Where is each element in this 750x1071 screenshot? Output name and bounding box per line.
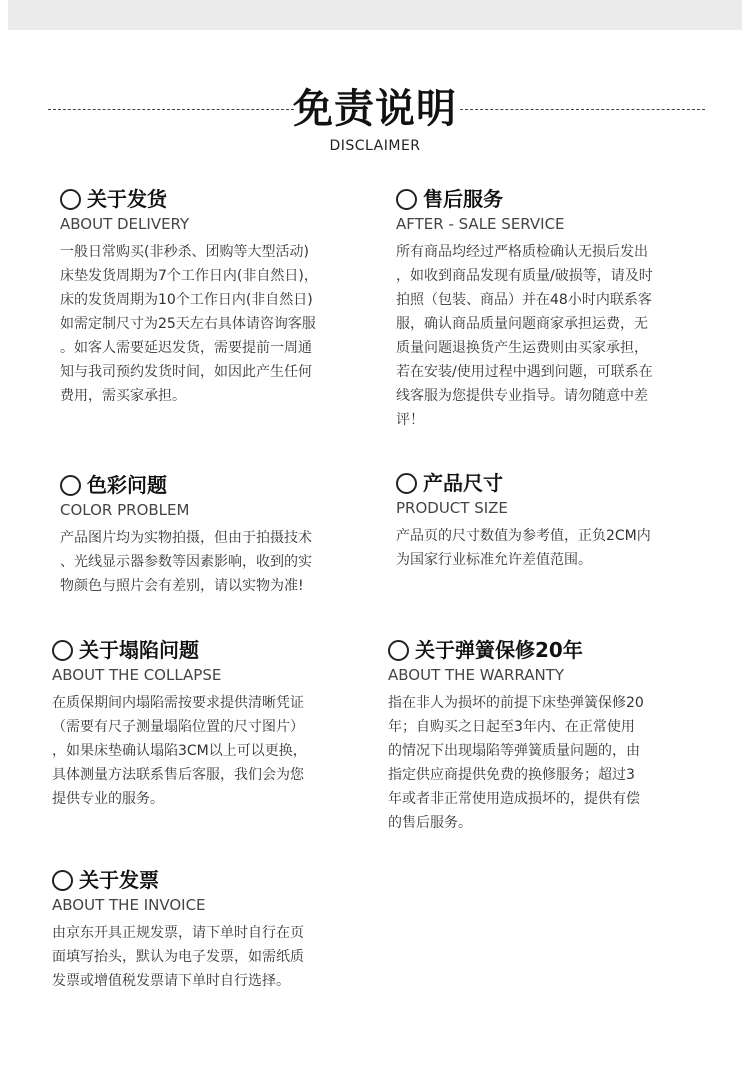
disclaimer-header xyxy=(0,86,750,166)
section-invoice xyxy=(52,867,370,993)
section-title: 关于弹簧保修20年 xyxy=(415,638,583,662)
section-heading xyxy=(60,186,378,212)
body-line: 若在安装/使用过程中遇到问题，可联系在 xyxy=(396,364,653,380)
circle-bullet-icon xyxy=(396,189,417,210)
section-body xyxy=(388,691,706,835)
body-line: 由京东开具正规发票，请下单时自行在页 xyxy=(52,925,304,941)
body-line: 年或者非正常使用造成损坏的，提供有偿 xyxy=(388,791,640,807)
section-body xyxy=(60,526,378,598)
section-title: 产品尺寸 xyxy=(423,471,503,495)
section-warranty xyxy=(388,637,706,835)
body-line: 的情况下出现塌陷等弹簧质量问题的，由 xyxy=(388,743,640,759)
body-line: 指在非人为损坏的前提下床垫弹簧保修20 xyxy=(388,695,644,711)
section-body xyxy=(396,524,714,572)
section-body xyxy=(52,691,370,811)
section-title: 关于发票 xyxy=(79,868,159,892)
section-after-sale xyxy=(396,186,714,432)
circle-bullet-icon xyxy=(60,475,81,496)
body-line: 物颜色与照片会有差别，请以实物为准! xyxy=(60,578,304,594)
body-line: 服，确认商品质量问题商家承担运费，无 xyxy=(396,316,648,332)
section-color xyxy=(60,472,378,598)
body-line: 费用，需买家承担。 xyxy=(60,388,186,404)
body-line: 拍照（包装、商品）并在48小时内联系客 xyxy=(396,292,652,308)
section-title: 关于塌陷问题 xyxy=(79,638,199,662)
body-line: 面填写抬头，默认为电子发票，如需纸质 xyxy=(52,949,304,965)
section-subtitle: COLOR PROBLEM xyxy=(60,501,190,519)
body-line: 年；自购买之日起至3年内、在正常使用 xyxy=(388,719,635,735)
circle-bullet-icon xyxy=(60,189,81,210)
section-collapse xyxy=(52,637,370,811)
section-body xyxy=(52,921,370,993)
body-line: 知与我司预约发货时间，如因此产生任何 xyxy=(60,364,312,380)
body-line: 为国家行业标准允许差值范围。 xyxy=(396,552,592,568)
body-line: 床垫发货周期为7个工作日内(非自然日)， xyxy=(60,268,318,284)
body-line: 发票或增值税发票请下单时自行选择。 xyxy=(52,973,290,989)
body-line: 的售后服务。 xyxy=(388,815,472,831)
body-line: ，如收到商品发现有质量/破损等，请及时 xyxy=(396,268,653,284)
section-subtitle: AFTER - SALE SERVICE xyxy=(396,215,565,233)
body-line: 。如客人需要延迟发货，需要提前一周通 xyxy=(60,340,312,356)
section-body xyxy=(396,240,714,432)
body-line: 在质保期间内塌陷需按要求提供清晰凭证 xyxy=(52,695,304,711)
body-line: 线客服为您提供专业指导。请勿随意中差 xyxy=(396,388,648,404)
section-subtitle: ABOUT THE COLLAPSE xyxy=(52,666,222,684)
body-line: 、光线显示器参数等因素影响，收到的实 xyxy=(60,554,312,570)
body-line: 产品图片均为实物拍摄，但由于拍摄技术 xyxy=(60,530,312,546)
circle-bullet-icon xyxy=(396,473,417,494)
body-line: 评！ xyxy=(396,412,424,428)
section-size xyxy=(396,470,714,572)
section-subtitle: ABOUT DELIVERY xyxy=(60,215,190,233)
body-line: 如需定制尺寸为25天左右具体请咨询客服 xyxy=(60,316,316,332)
section-heading xyxy=(396,186,714,212)
section-heading xyxy=(388,637,706,663)
section-title: 售后服务 xyxy=(423,187,503,211)
section-heading xyxy=(60,472,378,498)
body-line: 床的发货周期为10个工作日内(非自然日) xyxy=(60,292,313,308)
section-body xyxy=(60,240,378,408)
section-delivery xyxy=(60,186,378,408)
body-line: ，如果床垫确认塌陷3CM以上可以更换， xyxy=(52,743,307,759)
body-line: 指定供应商提供免费的换修服务；超过3 xyxy=(388,767,635,783)
body-line: 质量问题退换货产生运费则由买家承担， xyxy=(396,340,648,356)
body-line: （需要有尺子测量塌陷位置的尺寸图片） xyxy=(52,719,304,735)
section-subtitle: ABOUT THE WARRANTY xyxy=(388,666,565,684)
body-line: 所有商品均经过严格质检确认无损后发出 xyxy=(396,244,648,260)
circle-bullet-icon xyxy=(52,640,73,661)
body-line: 具体测量方法联系售后客服，我们会为您 xyxy=(52,767,304,783)
circle-bullet-icon xyxy=(388,640,409,661)
body-line: 提供专业的服务。 xyxy=(52,791,164,807)
section-title: 色彩问题 xyxy=(87,473,167,497)
page-subtitle: DISCLAIMER xyxy=(329,138,421,154)
section-heading xyxy=(396,470,714,496)
section-subtitle: PRODUCT SIZE xyxy=(396,499,508,517)
circle-bullet-icon xyxy=(52,870,73,891)
section-subtitle: ABOUT THE INVOICE xyxy=(52,896,206,914)
body-line: 产品页的尺寸数值为参考值，正负2CM内 xyxy=(396,528,651,544)
body-line: 一般日常购买(非秒杀、团购等大型活动) xyxy=(60,244,309,260)
section-heading xyxy=(52,867,370,893)
page-title: 免责说明 xyxy=(293,86,457,132)
top-band xyxy=(8,0,742,30)
section-heading xyxy=(52,637,370,663)
section-title: 关于发货 xyxy=(87,187,167,211)
